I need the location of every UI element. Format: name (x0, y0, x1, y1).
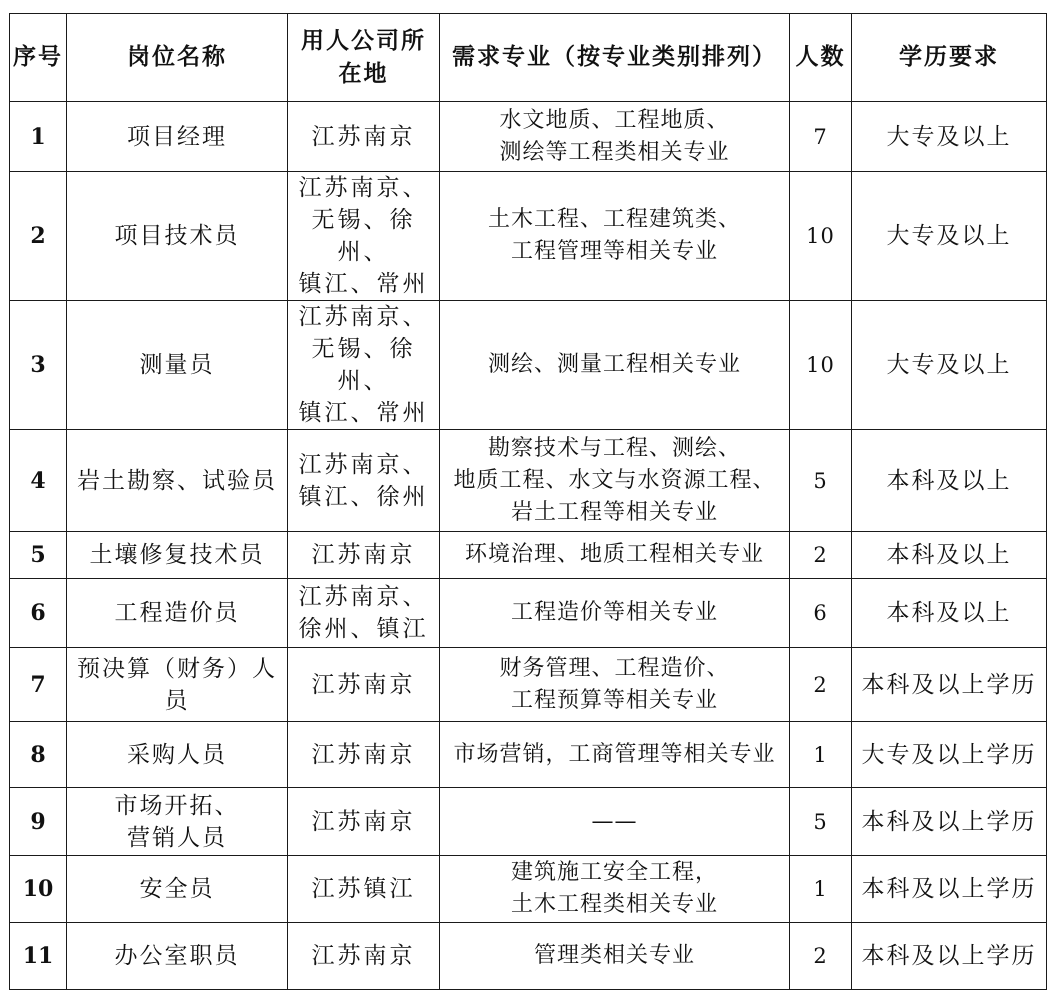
row-major: 管理类相关专业 (440, 923, 790, 990)
row-major: 勘察技术与工程、测绘、 地质工程、水文与水资源工程、 岩土工程等相关专业 (440, 430, 790, 532)
row-index: 6 (10, 579, 67, 648)
table-row (10, 301, 1047, 430)
row-index: 5 (10, 532, 67, 579)
row-count: 2 (790, 532, 852, 579)
row-index: 1 (10, 102, 67, 172)
row-index: 8 (10, 722, 67, 788)
row-count: 1 (790, 856, 852, 923)
job-requirements-table (9, 13, 1047, 990)
table-row (10, 923, 1047, 990)
row-position: 项目经理 (67, 102, 288, 172)
row-education: 大专及以上 (852, 301, 1047, 430)
row-position: 办公室职员 (67, 923, 288, 990)
row-count: 2 (790, 648, 852, 722)
row-index: 4 (10, 430, 67, 532)
row-location: 江苏南京、 徐州、镇江 (288, 579, 440, 648)
table-row (10, 172, 1047, 301)
header-index: 序号 (10, 14, 67, 102)
header-location: 用人公司所 在地 (288, 14, 440, 102)
row-education: 本科及以上 (852, 430, 1047, 532)
row-location: 江苏南京 (288, 102, 440, 172)
row-index: 10 (10, 856, 67, 923)
row-count: 5 (790, 788, 852, 856)
row-major: —— (440, 788, 790, 856)
row-count: 10 (790, 301, 852, 430)
table-row (10, 648, 1047, 722)
row-location: 江苏南京 (288, 788, 440, 856)
row-location: 江苏南京 (288, 722, 440, 788)
row-location: 江苏南京 (288, 532, 440, 579)
row-education: 本科及以上学历 (852, 923, 1047, 990)
row-location: 江苏南京、 无锡、徐州、 镇江、常州 (288, 172, 440, 301)
row-count: 2 (790, 923, 852, 990)
row-index: 11 (10, 923, 67, 990)
row-position: 岩土勘察、试验员 (67, 430, 288, 532)
row-position: 预决算（财务）人员 (67, 648, 288, 722)
row-major: 建筑施工安全工程， 土木工程类相关专业 (440, 856, 790, 923)
row-position: 市场开拓、 营销人员 (67, 788, 288, 856)
row-location: 江苏南京、 镇江、徐州 (288, 430, 440, 532)
header-position: 岗位名称 (67, 14, 288, 102)
table-row (10, 102, 1047, 172)
table-row (10, 722, 1047, 788)
row-index: 3 (10, 301, 67, 430)
table-row (10, 788, 1047, 856)
row-education: 本科及以上 (852, 532, 1047, 579)
row-count: 10 (790, 172, 852, 301)
row-location: 江苏南京 (288, 648, 440, 722)
row-count: 7 (790, 102, 852, 172)
row-location: 江苏南京 (288, 923, 440, 990)
row-position: 采购人员 (67, 722, 288, 788)
row-education: 大专及以上 (852, 172, 1047, 301)
row-index: 7 (10, 648, 67, 722)
table-row (10, 430, 1047, 532)
row-major: 财务管理、工程造价、 工程预算等相关专业 (440, 648, 790, 722)
row-location: 江苏镇江 (288, 856, 440, 923)
row-position: 土壤修复技术员 (67, 532, 288, 579)
table-row (10, 579, 1047, 648)
header-count: 人数 (790, 14, 852, 102)
header-education: 学历要求 (852, 14, 1047, 102)
header-major: 需求专业（按专业类别排列） (440, 14, 790, 102)
row-index: 9 (10, 788, 67, 856)
row-position: 安全员 (67, 856, 288, 923)
row-major: 市场营销，工商管理等相关专业 (440, 722, 790, 788)
row-index: 2 (10, 172, 67, 301)
row-position: 工程造价员 (67, 579, 288, 648)
row-major: 测绘、测量工程相关专业 (440, 301, 790, 430)
row-major: 水文地质、工程地质、 测绘等工程类相关专业 (440, 102, 790, 172)
row-position: 项目技术员 (67, 172, 288, 301)
row-count: 5 (790, 430, 852, 532)
table-row (10, 532, 1047, 579)
row-location: 江苏南京、 无锡、徐州、 镇江、常州 (288, 301, 440, 430)
row-count: 1 (790, 722, 852, 788)
table-header-row (10, 14, 1047, 102)
row-major: 工程造价等相关专业 (440, 579, 790, 648)
row-education: 本科及以上学历 (852, 648, 1047, 722)
row-education: 本科及以上学历 (852, 788, 1047, 856)
row-position: 测量员 (67, 301, 288, 430)
row-count: 6 (790, 579, 852, 648)
row-education: 本科及以上学历 (852, 856, 1047, 923)
row-major: 环境治理、地质工程相关专业 (440, 532, 790, 579)
row-education: 本科及以上 (852, 579, 1047, 648)
row-education: 大专及以上学历 (852, 722, 1047, 788)
table-row (10, 856, 1047, 923)
row-education: 大专及以上 (852, 102, 1047, 172)
row-major: 土木工程、工程建筑类、 工程管理等相关专业 (440, 172, 790, 301)
